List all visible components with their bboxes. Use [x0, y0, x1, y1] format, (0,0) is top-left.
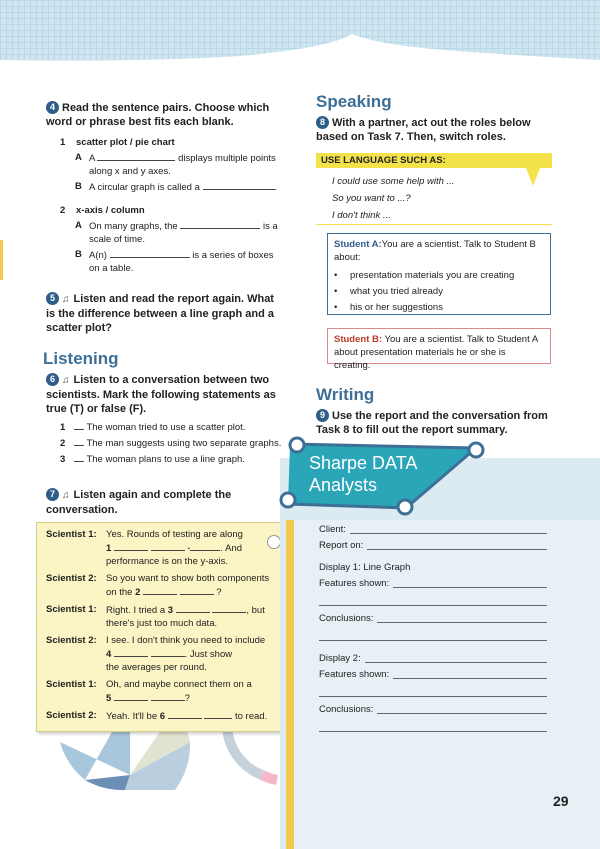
- dialogue-line: Scientist 1: Yes. Rounds of testing are along 1 - . And performance is on the y-axis.: [46, 529, 243, 567]
- bullet-item: • what you tried already: [334, 286, 443, 297]
- phrase: I could use some help with ...: [332, 176, 455, 187]
- blank-input[interactable]: [203, 180, 275, 190]
- dialogue-line: Scientist 2: I see. I don't think you need to include 4 . Just show the averages per round.: [46, 635, 266, 673]
- ex6-number: 6: [46, 373, 59, 386]
- ex5-number: 5: [46, 292, 59, 305]
- student-b-card: Student B: You are a scientist. Talk to Student A about presentation materials he or she is creating.: [327, 328, 551, 364]
- display2-field[interactable]: Display 2:: [319, 651, 547, 665]
- bullet-item: • his or her suggestions: [334, 302, 443, 313]
- blank-input[interactable]: [110, 248, 190, 258]
- decorative-ring-chart: [222, 725, 282, 785]
- phrase: So you want to ...?: [332, 193, 411, 204]
- dialogue-line: Scientist 2: So you want to show both components on the 2 ?: [46, 573, 270, 598]
- blank-input[interactable]: [151, 691, 185, 701]
- report-on-field[interactable]: Report on:: [319, 538, 547, 552]
- use-language-title: USE LANGUAGE SUCH AS:: [316, 153, 552, 168]
- conversation-note: [36, 522, 296, 732]
- blank-input[interactable]: [143, 585, 177, 595]
- tf-blank[interactable]: [74, 420, 84, 430]
- blank-input[interactable]: [180, 585, 214, 595]
- dialogue-line: Scientist 1: Right. I tried a 3 , but there's just too much data.: [46, 604, 265, 629]
- header-wave: [0, 0, 600, 64]
- listening-heading: Listening: [43, 349, 119, 368]
- blank-input[interactable]: [151, 647, 185, 657]
- blank-input[interactable]: [151, 541, 185, 551]
- report-title: Sharpe DATA Analysts: [309, 453, 418, 495]
- blank-input[interactable]: [212, 603, 246, 613]
- student-a-card: Student A:You are a scientist. Talk to Student B about: • presentation materials you are creating • what you tried already • his or her suggestions: [327, 233, 551, 315]
- ex4-number: 4: [46, 101, 59, 114]
- display1-label: Display 1: Line Graph: [319, 562, 411, 573]
- blank-input[interactable]: [168, 709, 202, 719]
- dialogue-line: Scientist 2: Yeah. It'll be 6 to read.: [46, 710, 268, 722]
- ex8-instruction: 8 With a partner, act out the roles below based on Task 7. Then, switch roles.: [316, 117, 531, 143]
- tf-blank[interactable]: [74, 436, 84, 446]
- blank-input[interactable]: [190, 541, 220, 551]
- ex7-instruction: 7 ♫ Listen again and complete the conversation.: [46, 489, 232, 516]
- ex4-instruction: 4 Read the sentence pairs. Choose which word or phrase best fits each blank.: [46, 102, 270, 128]
- use-language-phrases: [332, 173, 455, 224]
- conclusions1-line2[interactable]: [319, 627, 547, 641]
- ex7-number: 7: [46, 488, 59, 501]
- panel-edge-stripe: [286, 520, 294, 849]
- ex5-instruction: 5 ♫ Listen and read the report again. What is the difference between a line graph and a scatter plot?: [46, 293, 275, 334]
- ex6-item-3: 3 The woman plans to use a line graph.: [60, 454, 245, 465]
- blank-input[interactable]: [180, 219, 260, 229]
- features1-field[interactable]: Features shown:: [319, 576, 547, 590]
- speaking-heading: Speaking: [316, 92, 392, 111]
- ex9-number: 9: [316, 409, 329, 422]
- features2-field[interactable]: Features shown:: [319, 667, 547, 681]
- ex8-number: 8: [316, 116, 329, 129]
- phrase: I don't think ...: [332, 210, 391, 221]
- blank-input[interactable]: [114, 647, 148, 657]
- features2-line2[interactable]: [319, 683, 547, 697]
- tf-blank[interactable]: [74, 452, 84, 462]
- headphones-icon: ♫: [62, 375, 70, 386]
- headphones-icon: ♫: [62, 294, 70, 305]
- client-field[interactable]: Client:: [319, 522, 547, 536]
- conclusions2-line2[interactable]: [319, 718, 547, 732]
- ex4-item2-words: 2 x-axis / column: [60, 205, 145, 216]
- ex4-item2-a: A On many graphs, the is a scale of time.: [75, 220, 278, 245]
- blank-input[interactable]: [114, 691, 148, 701]
- blank-input[interactable]: [114, 541, 148, 551]
- ex4-item1-b: B A circular graph is called a .: [75, 181, 278, 193]
- ex6-instruction: 6 ♫ Listen to a conversation between two scientists. Mark the following statements as true (T) or false (F).: [46, 374, 276, 415]
- ex4-item1-words: 1 scatter plot / pie chart: [60, 137, 175, 148]
- margin-marker: [0, 240, 3, 280]
- conclusions1-field[interactable]: Conclusions:: [319, 611, 547, 625]
- ex4-item1-a: A A displays multiple points along x and y axes.: [75, 152, 276, 177]
- ex6-item-1: 1 The woman tried to use a scatter plot.: [60, 422, 246, 433]
- writing-heading: Writing: [316, 385, 375, 404]
- page-number: 29: [553, 793, 569, 809]
- bullet-item: • presentation materials you are creating: [334, 270, 515, 281]
- ex4-item2-b: B A(n) is a series of boxes on a table.: [75, 249, 274, 274]
- ex9-instruction: 9 Use the report and the conversation from Task 8 to fill out the report summary.: [316, 410, 548, 436]
- blank-input[interactable]: [204, 709, 232, 719]
- conclusions2-field[interactable]: Conclusions:: [319, 702, 547, 716]
- report-form: [319, 522, 547, 732]
- features1-line2[interactable]: [319, 592, 547, 606]
- blank-input[interactable]: [176, 603, 210, 613]
- ex6-item-2: 2 The man suggests using two separate graphs.: [60, 438, 282, 449]
- dialogue-line: Scientist 1: Oh, and maybe connect them on a 5 ?: [46, 679, 252, 704]
- headphones-icon: ♫: [62, 490, 70, 501]
- blank-input[interactable]: [97, 151, 175, 161]
